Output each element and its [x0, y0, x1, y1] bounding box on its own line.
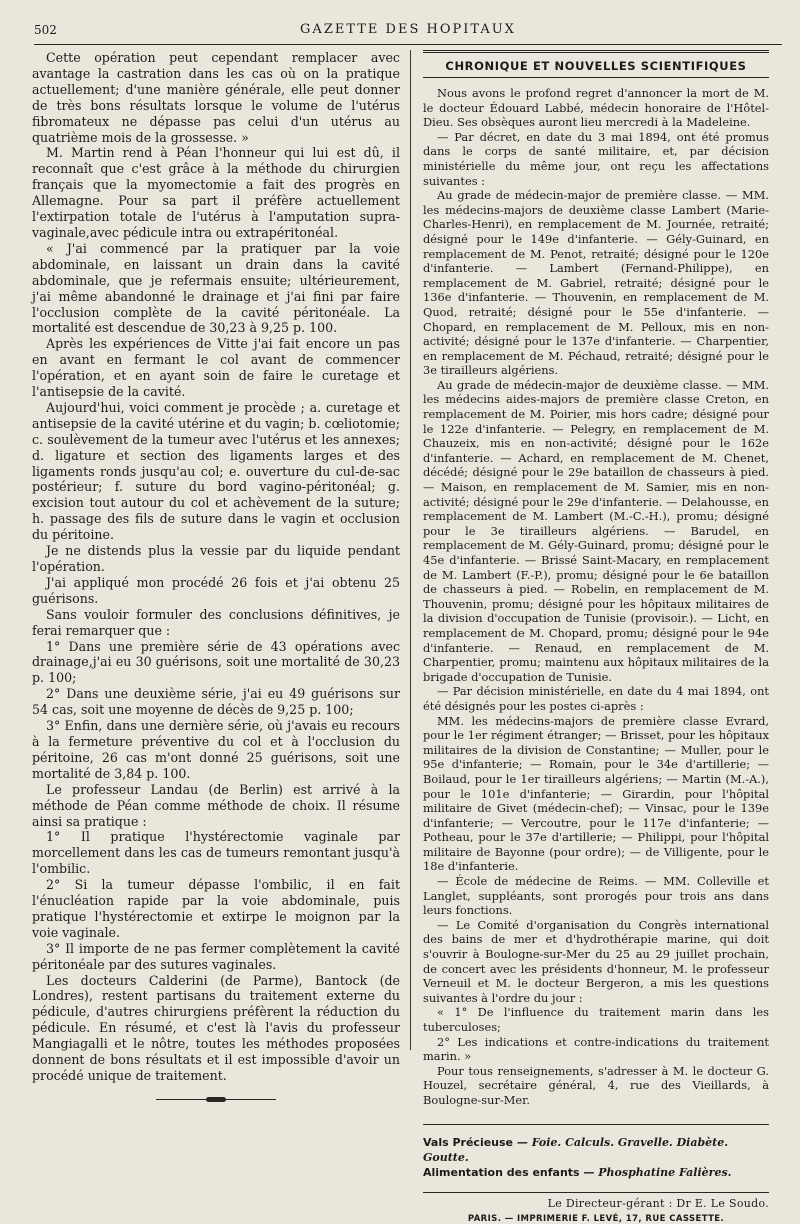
left-column	[32, 50, 400, 1101]
director-line: Le Directeur-gérant : Dr E. Le Soudo.	[547, 1196, 769, 1210]
paragraph: Le professeur Landau (de Berlin) est arrivé à la méthode de Péan comme méthode de choix. Il résume ainsi sa pratique :	[32, 781, 400, 829]
paragraph: Après les expériences de Vitte j'ai fait encore un pas en avant en fermant le col avant de commencer l'opération, et en ayant soin de faire le curetage et l'antisepsie de la cavité.	[32, 336, 400, 400]
printer-imprint: PARIS. — IMPRIMERIE F. LEVÉ, 17, RUE CASSETTE.	[467, 1213, 725, 1224]
paragraph: « 1° De l'influence du traitement marin dans les tuberculoses;	[423, 1005, 769, 1034]
page-number: 502	[34, 23, 57, 37]
section-rule	[423, 50, 769, 53]
advertisement-line	[423, 1135, 769, 1165]
paragraph: Cette opération peut cependant remplacer avec avantage la castration dans les cas où on la pratique actuellement; d'une manière générale, elle peut donner de très bons résultats lorsque le volume de l'utérus fibromateux ne dépasse pas celui d'un utérus au quatrième mois de la grossesse. »	[32, 50, 400, 145]
paragraph: M. Martin rend à Péan l'honneur qui lui est dû, il reconnaît que c'est grâce à la méthode du chirurgien français que la myomectomie a fait des progrès en Allemagne. Pour sa part il préfère actuellement l'extirpation totale de l'utérus à l'amputation supra-vaginale,avec pédicule intra ou extrapéritonéal.	[32, 145, 400, 240]
paragraph: — Le Comité d'organisation du Congrès international des bains de mer et d'hydrothérapie marine, qui doit s'ouvrir à Boulogne-sur-Mer du 25 au 29 juillet prochain, de concert avec les présidents d'honneur, M. le professeur Verneuil et M. le docteur Bergeron, a mis les questions suivantes à l'ordre du jour :	[423, 917, 769, 1005]
footer-rule	[423, 1192, 769, 1193]
paragraph: Au grade de médecin-major de première classe. — MM. les médecins-majors de deuxième classe Lambert (Marie-Charles-Henri), en remplacement de M. Journée, retraité; désigné pour le 149e d'infanterie. — Gély-Guinard, en remplacement de M. Penot, retraité; désigné pour le 120e d'infanterie. — Lambert (Fernand-Philippe), en remplacement de M. Gabriel, retraité; désigné pour le 136e d'infanterie. — Thouvenin, en remplacement de M. Quod, retraité; désigné pour le 55e d'infanterie. — Chopard, en remplacement de M. Pelloux, mis en non-activité; désigné pour le 137e d'infanterie. — Charpentier, en remplacement de M. Péchaud, retraité; désigné pour le 3e tirailleurs algériens.	[423, 188, 769, 378]
paragraph: Les docteurs Calderini (de Parme), Bantock (de Londres), restent partisans du traitement externe du pédicule, d'autres chirurgiens préfèrent la réduction du pédicule. En résumé, et c'est là l'avis du professeur Mangiagalli et le nôtre, toutes les méthodes proposées donnent de bons résultats et il est impossible d'avoir un procédé unique de traitement.	[32, 972, 400, 1083]
paragraph: 2° Dans une deuxième série, j'ai eu 49 guérisons sur 54 cas, soit une moyenne de décès de 9,25 p. 100;	[32, 686, 400, 718]
page-header	[34, 18, 782, 45]
paragraph: — École de médecine de Reims. — MM. Colleville et Langlet, suppléants, sont prorogés pour trois ans dans leurs fonctions.	[423, 874, 769, 918]
paragraph: 2° Si la tumeur dépasse l'ombilic, il en fait l'énucléation rapide par la voie abdominale, puis pratique l'hystérectomie et extirpe le moignon par la voie vaginale.	[32, 877, 400, 940]
column-divider	[410, 50, 411, 1050]
paragraph: — Par décision ministérielle, en date du 4 mai 1894, ont été désignés pour les postes ci-après :	[423, 684, 769, 713]
paragraph: J'ai appliqué mon procédé 26 fois et j'ai obtenu 25 guérisons.	[32, 574, 400, 606]
title-underline	[423, 77, 769, 78]
paragraph: Aujourd'hui, voici comment je procède ; a. curetage et antisepsie de la cavité utérine et du vagin; b. cœliotomie; c. soulèvement de la tumeur avec l'utérus et les annexes; d. ligature et section des ligaments larges et des ligaments ronds jusqu'au col; e. ouverture du cul-de-sac postérieur; f. suture du bord vagino-péritonéal; g. excision tout autour du col et achèvement de la suture; h. passage des fils de suture dans le vagin et occlusion du péritoine.	[32, 399, 400, 543]
right-column	[423, 50, 769, 1224]
running-title: GAZETTE DES HOPITAUX	[300, 22, 516, 37]
ad-label: Vals Précieuse	[423, 1135, 514, 1149]
advertisement-line	[423, 1165, 769, 1180]
paragraph: 1° Il pratique l'hystérectomie vaginale par morcellement dans les cas de tumeurs remontant jusqu'à l'ombilic.	[32, 829, 400, 877]
ad-text: — Phosphatine Falières.	[583, 1165, 732, 1179]
end-ornament	[156, 1098, 276, 1101]
paragraph: MM. les médecins-majors de première classe Evrard, pour le 1er régiment étranger; — Brisset, pour les hôpitaux militaires de la division de Constantine; — Muller, pour le 95e d'infanterie; — Romain, pour le 34e d'artillerie; — Boilaud, pour le 1er tirailleurs algériens; — Martin (M.-A.), pour le 101e d'infanterie; — Girardin, pour l'hôpital militaire de Givet (médecin-chef); — Vinsac, pour le 139e d'infanterie; — Vercoutre, pour le 117e d'infanterie; — Potheau, pour le 37e d'artillerie; — Philippi, pour l'hôpital militaire de Bayonne (pour ordre); — de Villigente, pour le 18e d'infanterie.	[423, 713, 769, 874]
section-title: CHRONIQUE ET NOUVELLES SCIENTIFIQUES	[445, 59, 747, 73]
paragraph: 2° Les indications et contre-indications du traitement marin. »	[423, 1034, 769, 1064]
paragraph: Nous avons le profond regret d'annoncer la mort de M. le docteur Édouard Labbé, médecin honoraire de l'Hôtel-Dieu. Ses obsèques auront lieu mercredi à la Madeleine.	[423, 86, 769, 130]
paragraph: 1° Dans une première série de 43 opérations avec drainage,j'ai eu 30 guérisons, soit une mortalité de 30,23 p. 100;	[32, 638, 400, 686]
paragraph: Je ne distends plus la vessie par du liquide pendant l'opération.	[32, 543, 400, 574]
ad-label: Alimentation des enfants	[423, 1165, 580, 1179]
paragraph: — Par décret, en date du 3 mai 1894, ont été promus dans le corps de santé militaire, et, par décision ministérielle du même jour, ont reçu les affectations suivantes :	[423, 129, 769, 188]
paragraph: « J'ai commencé par la pratiquer par la voie abdominale, en laissant un drain dans la cavité abdominale, que je refermais ensuite; ultérieurement, j'ai même abandonné le drainage et j'ai fini par faire l'occlusion complète de la cavité péritonéale. La mortalité est descendue de 30,23 à 9,25 p. 100.	[32, 240, 400, 336]
advertisement-block	[423, 1124, 769, 1180]
paragraph: 3° Enfin, dans une dernière série, où j'avais eu recours à la fermeture préventive du col et à l'occlusion du péritoine, 26 cas m'ont donné 25 guérisons, soit une mortalité de 3,84 p. 100.	[32, 718, 400, 781]
paragraph: Au grade de médecin-major de deuxième classe. — MM. les médecins aides-majors de première classe Creton, en remplacement de M. Poirier, mis hors cadre; désigné pour le 122e d'infanterie. — Pelegry, en remplacement de M. Chauzeix, mis en non-activité; désigné pour le 162e d'infanterie. — Achard, en remplacement de M. Chenet, décédé; désigné pour le 29e bataillon de chasseurs à pied. — Maison, en remplacement de M. Samier, mis en non-activité; désigné pour le 29e d'infanterie. — Delahousse, en remplacement de M. Lambert (M.-C.-H.), promu; désigné pour le 3e tirailleurs algériens. — Barudel, en remplacement de M. Gély-Guinard, promu; désigné pour le 45e d'infanterie. — Brissé Saint-Macary, en remplacement de M. Lambert (F.-P.), promu; désigné pour le 6e bataillon de chasseurs à pied. — Robelin, en remplacement de M. Thouvenin, promu; désigné pour les hôpitaux militaires de la division d'occupation de Tunisie (provisoir.). — Licht, en remplacement de M. Chopard, promu; désigné pour le 94e d'infanterie. — Renaud, en remplacement de M. Charpentier, promu; maintenu aux hôpitaux militaires de la brigade d'occupation de Tunisie.	[423, 377, 769, 684]
ad-text: — Foie. Calculs. Gravelle. Diabète. Goutte.	[423, 1135, 729, 1164]
paragraph: Sans vouloir formuler des conclusions définitives, je ferai remarquer que :	[32, 606, 400, 638]
paragraph: 3° Il importe de ne pas fermer complètement la cavité péritonéale par des sutures vaginales.	[32, 940, 400, 972]
paragraph: Pour tous renseignements, s'adresser à M. le docteur G. Houzel, secrétaire général, 4, rue des Vieillards, à Boulogne-sur-Mer.	[423, 1063, 769, 1107]
